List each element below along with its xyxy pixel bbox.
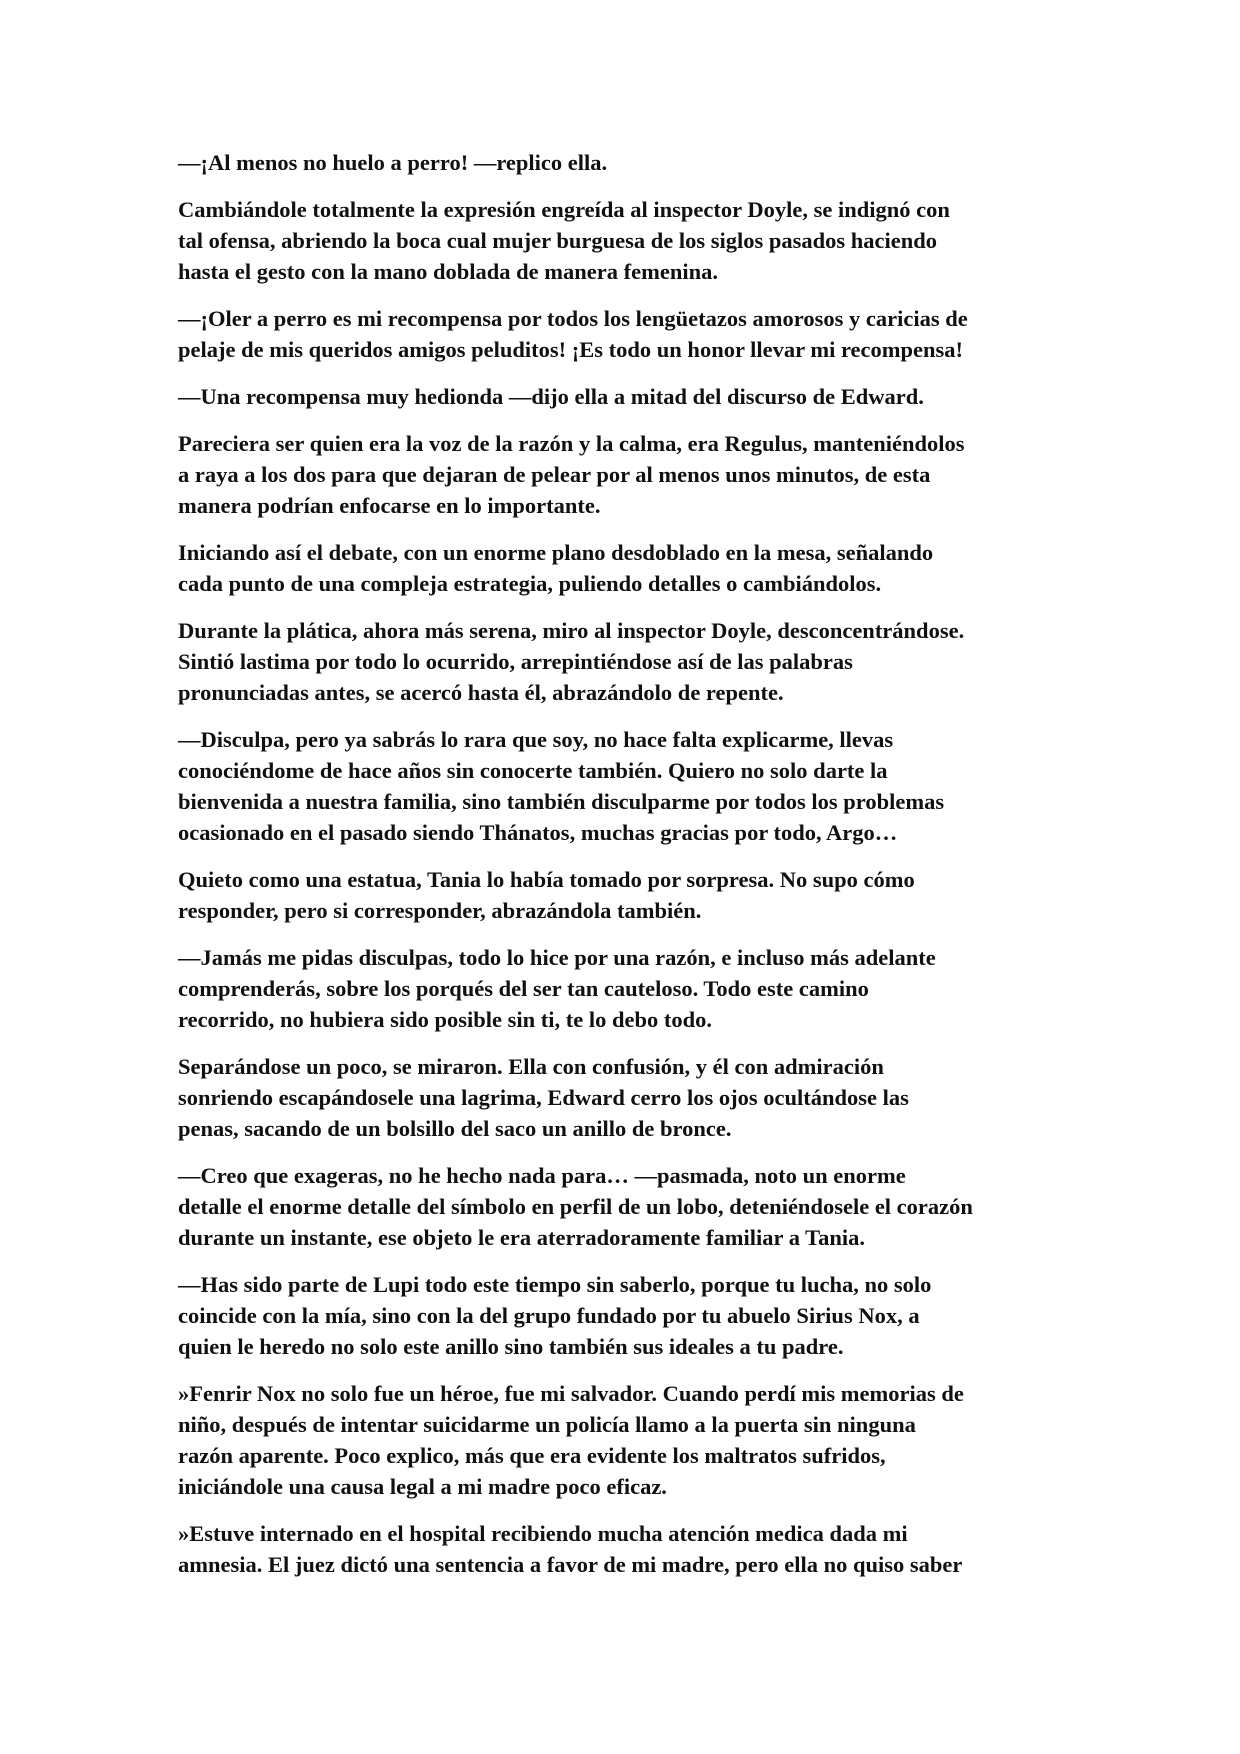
paragraph-3: —¡Oler a perro es mi recompensa por todos los lengüetazos amorosos y caricias de pelaje de mis queridos amigos peluditos! ¡Es todo un honor llevar mi recompensa! [178,306,968,362]
paragraph-2: Cambiándole totalmente la expresión engreída al inspector Doyle, se indignó con tal ofensa, abriendo la boca cual mujer burguesa de los siglos pasados haciendo hasta el gesto con la mano doblada de manera femenina. [178,197,950,284]
paragraph-10: —Jamás me pidas disculpas, todo lo hice por una razón, e incluso más adelante comprenderás, sobre los porqués del ser tan cauteloso. Todo este camino recorrido, no hubiera sido posible sin ti, te lo debo todo. [178,945,936,1032]
body-text [178,147,1078,1596]
paragraph-12: —Creo que exageras, no he hecho nada para… —pasmada, noto un enorme detalle el enorme detalle del símbolo en perfil de un lobo, deteniéndosele el corazón durante un instante, ese objeto le era aterradoramente familiar a Tania. [178,1163,973,1250]
paragraph-14: »Fenrir Nox no solo fue un héroe, fue mi salvador. Cuando perdí mis memorias de niño, después de intentar suicidarme un policía llamo a la puerta sin ninguna razón aparente. Poco explico, más que era evidente los maltratos sufridos, iniciándole una causa legal a mi madre poco eficaz. [178,1381,964,1499]
paragraph-8: —Disculpa, pero ya sabrás lo rara que soy, no hace falta explicarme, llevas conociéndome de hace años sin conocerte también. Quiero no solo darte la bienvenida a nuestra familia, sino también disculparme por todos los problemas ocasionado en el pasado siendo Thánatos, muchas gracias por todo, Argo… [178,727,945,845]
paragraph-4: —Una recompensa muy hedionda —dijo ella a mitad del discurso de Edward. [178,384,924,409]
paragraph-9: Quieto como una estatua, Tania lo había tomado por sorpresa. No supo cómo responder, pero si corresponder, abrazándola también. [178,867,915,923]
paragraph-6: Iniciando así el debate, con un enorme plano desdoblado en la mesa, señalando cada punto de una compleja estrategia, puliendo detalles o cambiándolos. [178,540,934,596]
paragraph-5: Pareciera ser quien era la voz de la razón y la calma, era Regulus, manteniéndolos a raya a los dos para que dejaran de pelear por al menos unos minutos, de esta manera podrían enfocarse en lo importante. [178,431,965,518]
paragraph-11: Separándose un poco, se miraron. Ella con confusión, y él con admiración sonriendo escapándosele una lagrima, Edward cerro los ojos ocultándose las penas, sacando de un bolsillo del saco un anillo de bronce. [178,1054,909,1141]
paragraph-15: »Estuve internado en el hospital recibiendo mucha atención medica dada mi amnesia. El juez dictó una sentencia a favor de mi madre, pero ella no quiso saber [178,1521,963,1577]
paragraph-13: —Has sido parte de Lupi todo este tiempo sin saberlo, porque tu lucha, no solo coincide con la mía, sino con la del grupo fundado por tu abuelo Sirius Nox, a quien le heredo no solo este anillo sino también sus ideales a tu padre. [178,1272,932,1359]
paragraph-7: Durante la plática, ahora más serena, miro al inspector Doyle, desconcentrándose. Sintió lastima por todo lo ocurrido, arrepintiéndose así de las palabras pronunciadas antes, se acercó hasta él, abrazándolo de repente. [178,618,965,705]
paragraph-1: —¡Al menos no huelo a perro! —replico ella. [178,150,608,175]
